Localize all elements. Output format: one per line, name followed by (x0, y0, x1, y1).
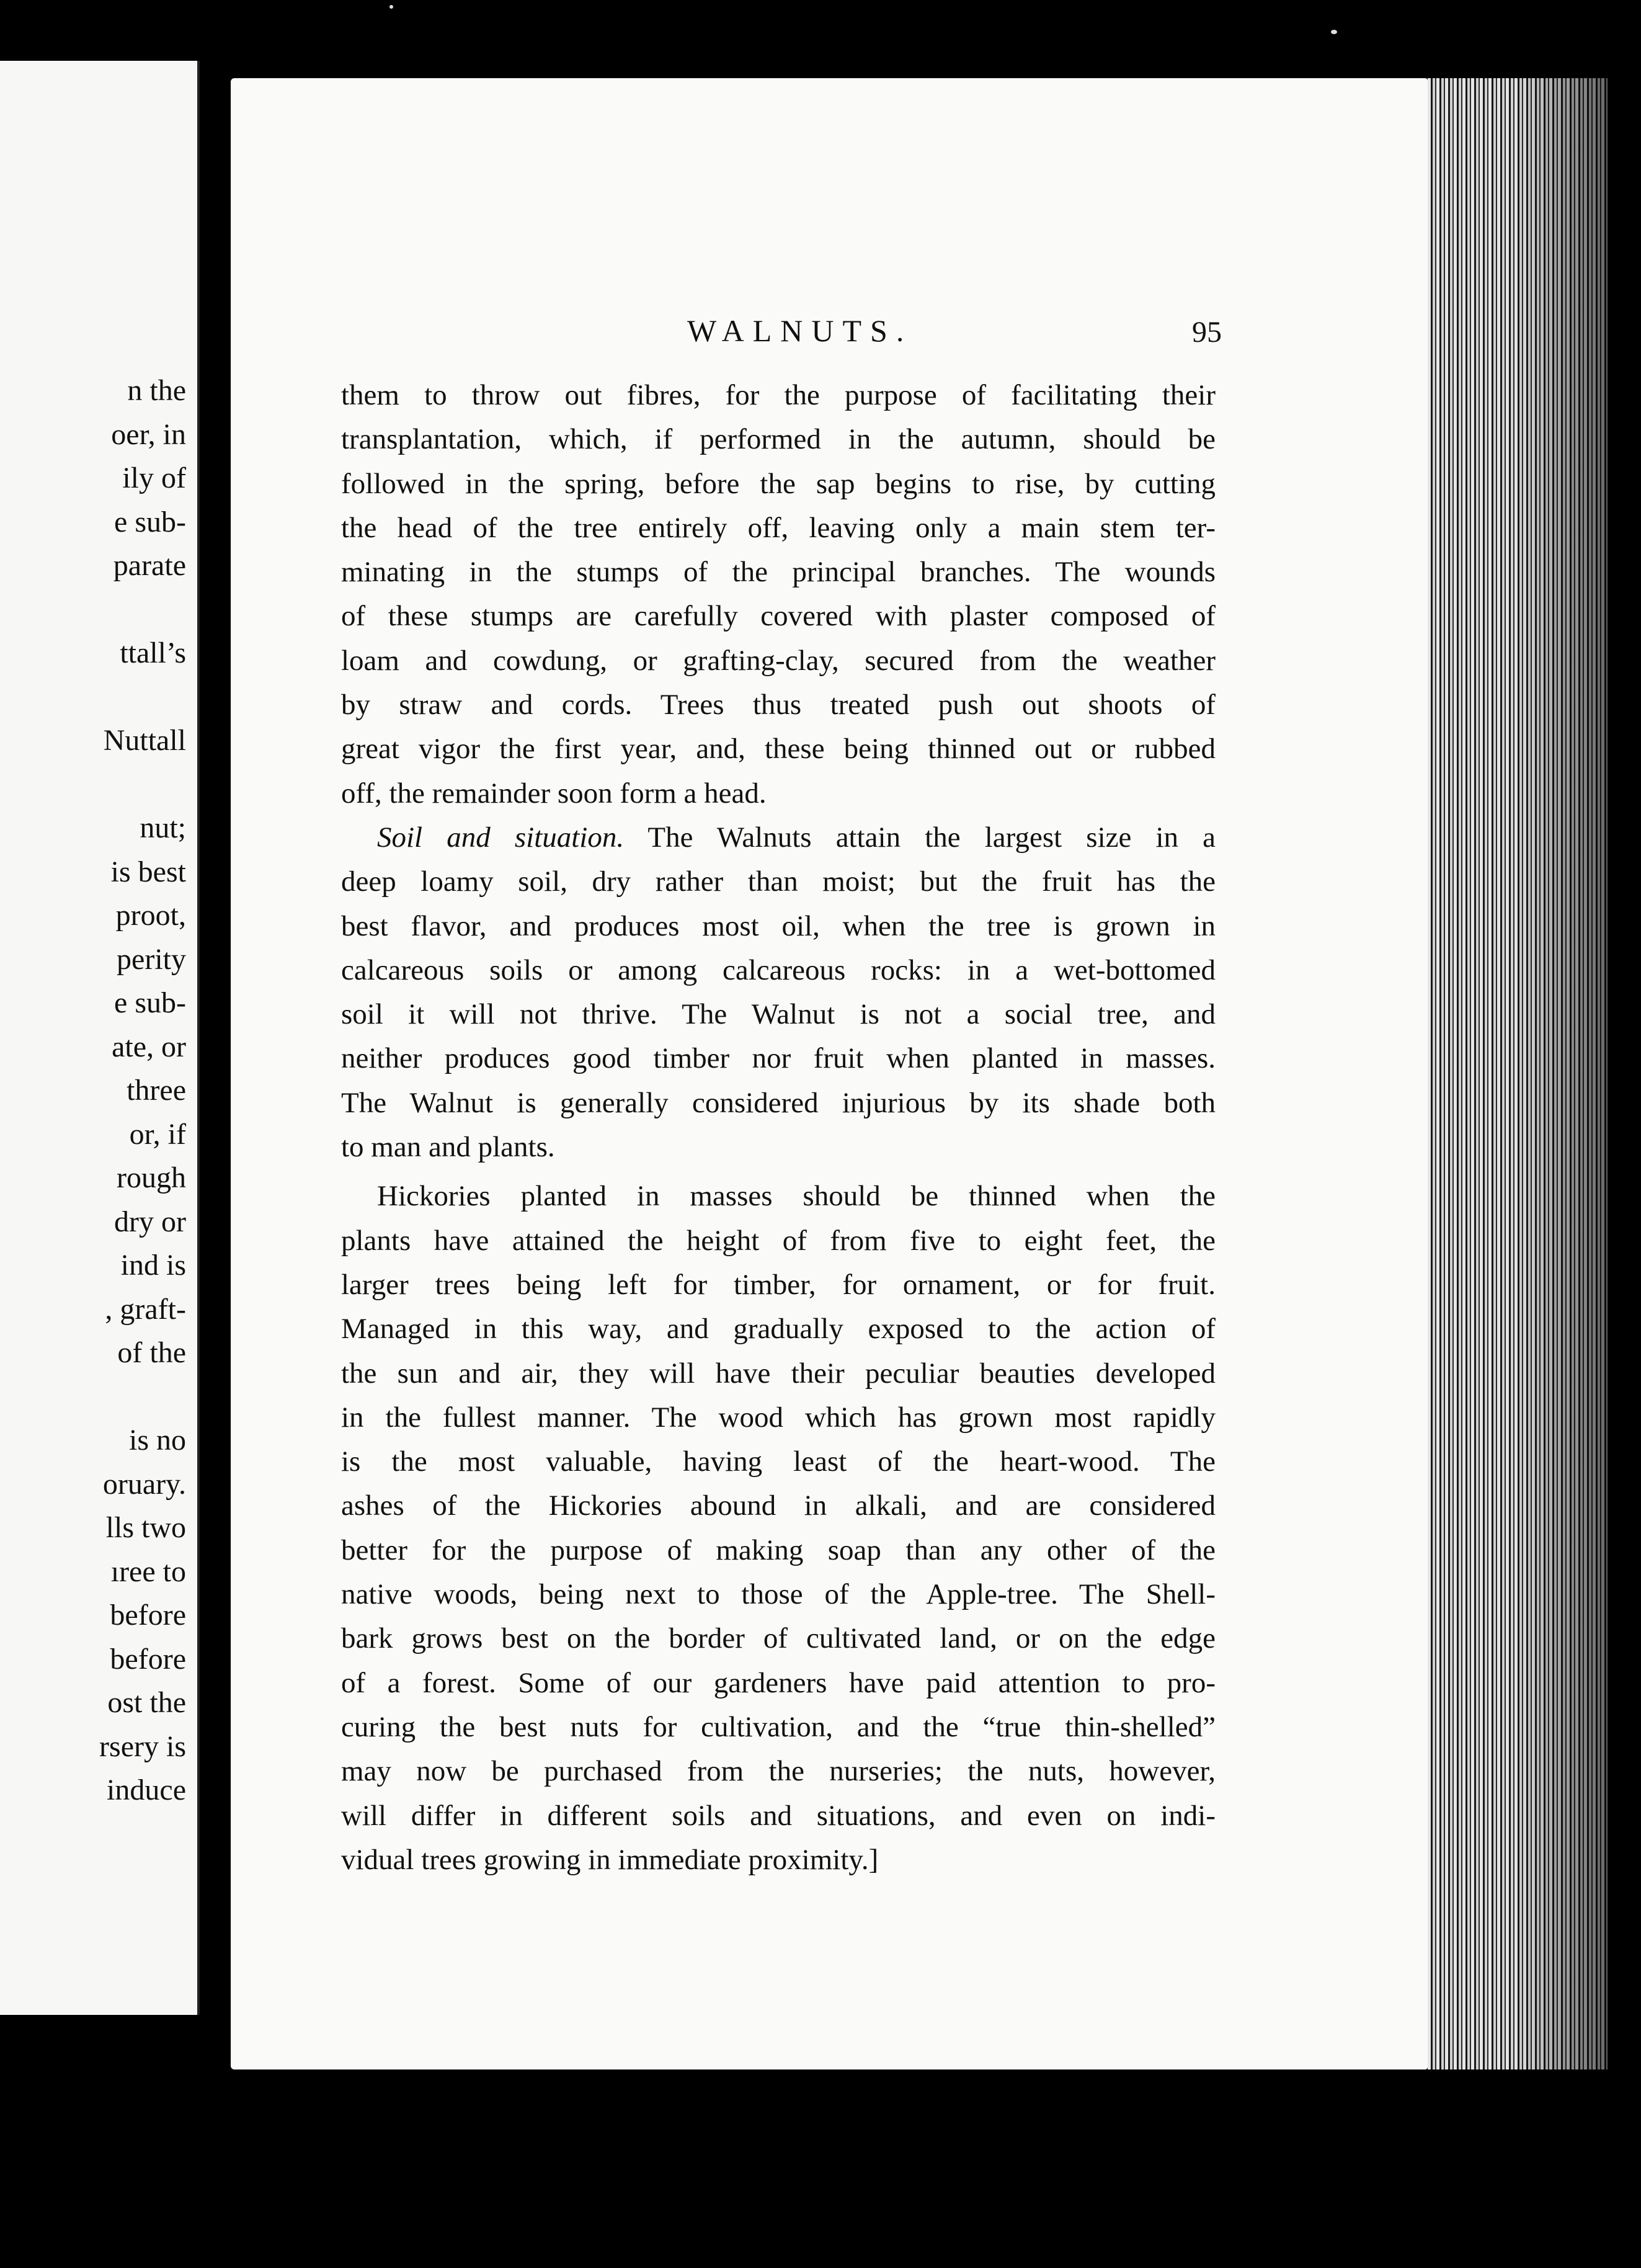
text-line: curing the best nuts for cultivation, and the “true thin-shelled” (341, 1710, 1216, 1743)
text-line: larger trees being left for timber, for ornament, or for fruit. (341, 1268, 1216, 1301)
facing-page-line: ıree to (110, 1555, 186, 1588)
section-lead-italic: Soil and situation. (377, 821, 625, 854)
text-line: better for the purpose of making soap than any other of the (341, 1534, 1216, 1566)
facing-page-line: is no (128, 1424, 186, 1457)
facing-page-line: parate (113, 549, 186, 582)
facing-page-line: proot, (115, 899, 186, 932)
facing-page-line: e sub- (114, 505, 186, 538)
page-edges-shadow (1513, 78, 1608, 2069)
text-line: is the most valuable, having least of the heart-wood. The (341, 1445, 1216, 1478)
text-line: off, the remainder soon form a head. (341, 777, 767, 810)
text-line (341, 816, 1216, 860)
text-line: neither produces good timber nor fruit when planted in masses. (341, 1042, 1216, 1075)
text-line: in the fullest manner. The wood which has grown most rapidly (341, 1401, 1216, 1434)
text-line: best flavor, and produces most oil, when the tree is grown in (341, 909, 1216, 942)
facing-page-line: ttall’s (120, 636, 186, 669)
facing-page-line: or, if (129, 1117, 186, 1151)
text-line: of a forest. Some of our gardeners have paid attention to pro- (341, 1666, 1216, 1699)
text-line: followed in the spring, before the sap begins to rise, by cutting (341, 467, 1216, 500)
facing-page-line: lls two (105, 1511, 186, 1544)
text-line: Managed in this way, and gradually exposed to the action of (341, 1313, 1216, 1346)
text-line: to man and plants. (341, 1131, 555, 1164)
facing-page-line: perity (117, 942, 186, 976)
facing-page-line: three (127, 1074, 186, 1107)
text-line: may now be purchased from the nurseries; the nuts, however, (341, 1755, 1216, 1788)
paragraph-2 (341, 816, 1216, 1169)
text-line: deep loamy soil, dry rather than moist; but the fruit has the (341, 865, 1216, 898)
text-line: Hickories planted in masses should be thinned when the (377, 1180, 1216, 1213)
facing-page-line: , graft- (105, 1292, 186, 1326)
text-line: plants have attained the height of from five to eight feet, the (341, 1224, 1216, 1257)
facing-page-line: ind is (120, 1249, 186, 1282)
scan-speck (389, 5, 393, 9)
facing-page-line: n the (127, 374, 186, 407)
paragraph-3 (341, 1174, 1216, 1882)
facing-page-line: oer, in (111, 417, 186, 451)
facing-page-line: ate, or (112, 1030, 186, 1063)
facing-page-line: rough (117, 1161, 186, 1194)
facing-page-line: before (110, 1642, 186, 1676)
facing-page-line: is best (110, 855, 186, 888)
facing-page-line: ost the (107, 1686, 186, 1719)
running-head: WALNUTS. (687, 313, 913, 348)
body-text (341, 373, 1216, 1882)
text-line: loam and cowdung, or grafting-clay, secured from the weather (341, 644, 1216, 677)
facing-page-left (0, 61, 200, 2015)
text-line: will differ in different soils and situations, and even on indi- (341, 1799, 1216, 1832)
text-line: the head of the tree entirely off, leaving only a main stem ter- (341, 511, 1216, 544)
facing-page-line: Nuttall (103, 724, 186, 757)
text-line: native woods, being next to those of the Apple-tree. The Shell- (341, 1578, 1216, 1611)
text-line: The Walnut is generally considered injurious by its shade both (341, 1086, 1216, 1119)
text-line: minating in the stumps of the principal branches. The wounds (341, 556, 1216, 589)
text-line: bark grows best on the border of cultivated land, or on the edge (341, 1622, 1216, 1655)
facing-page-line: nut; (140, 811, 186, 844)
page-number: 95 (1192, 316, 1222, 349)
text-line: soil it will not thrive. The Walnut is not a social tree, and (341, 998, 1216, 1031)
text-line: of these stumps are carefully covered with plaster composed of (341, 600, 1216, 633)
facing-page-line: e sub- (114, 986, 186, 1019)
facing-page-line: of the (117, 1336, 186, 1369)
text-line-rest: The Walnuts attain the largest size in a (624, 821, 1216, 854)
text-line: calcareous soils or among calcareous rocks: in a wet-bottomed (341, 953, 1216, 986)
paragraph-1 (341, 373, 1216, 816)
facing-page-line: before (110, 1599, 186, 1632)
facing-page-line: dry or (114, 1205, 186, 1238)
text-line: ashes of the Hickories abound in alkali, and are considered (341, 1489, 1216, 1522)
text-line: vidual trees growing in immediate proximity.] (341, 1843, 879, 1876)
facing-page-line: rsery is (99, 1730, 186, 1763)
text-line: the sun and air, they will have their peculiar beauties developed (341, 1357, 1216, 1390)
text-line: great vigor the first year, and, these being thinned out or rubbed (341, 733, 1216, 766)
facing-page-line: ily of (122, 462, 186, 494)
text-line: them to throw out fibres, for the purpose of facilitating their (341, 379, 1216, 411)
scan-speck (1331, 30, 1337, 34)
text-line: by straw and cords. Trees thus treated push out shoots of (341, 689, 1216, 721)
facing-page-line: oruary. (102, 1467, 186, 1501)
facing-page-line: induce (107, 1774, 186, 1806)
text-line: transplantation, which, if performed in the autumn, should be (341, 423, 1216, 456)
